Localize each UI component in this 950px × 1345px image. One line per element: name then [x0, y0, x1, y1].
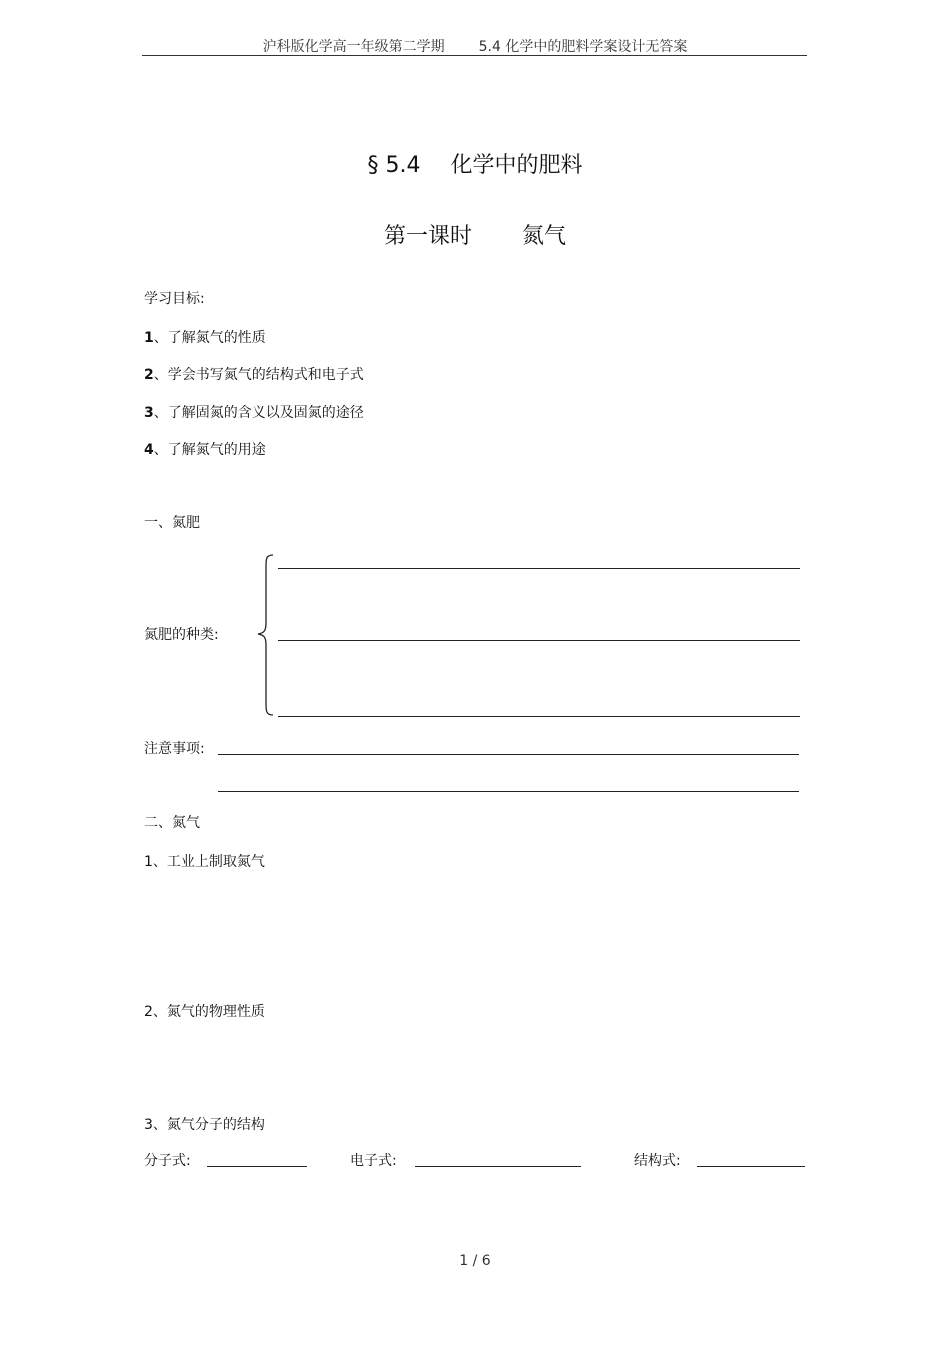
electron-formula-label: 电子式: [350, 1153, 397, 1169]
part1-heading: 一、氮肥 [144, 515, 200, 531]
objective-item [144, 402, 364, 422]
page-number: 1 / 6 [459, 1253, 491, 1269]
objective-text: 、了解固氮的含义以及固氮的途径 [153, 405, 364, 421]
header-doc-title: 5.4 化学中的肥料学案设计无答案 [478, 39, 688, 55]
objective-number: 1 [144, 330, 154, 346]
lesson-name: 氮气 [522, 224, 567, 249]
structural-formula-blank[interactable] [697, 1166, 805, 1167]
objective-item [144, 439, 266, 459]
molecular-formula-label: 分子式: [144, 1153, 191, 1169]
objective-text: 、学会书写氮气的结构式和电子式 [153, 367, 364, 383]
fertilizer-type-blank-3[interactable] [278, 716, 800, 717]
section-title [0, 148, 950, 179]
question-physical-properties: 2、氮气的物理性质 [144, 1004, 265, 1020]
objective-number: 2 [144, 367, 154, 383]
left-brace-icon [256, 553, 276, 718]
objective-number: 3 [144, 405, 154, 421]
fertilizer-type-blank-1[interactable] [278, 568, 800, 569]
notes-blank-1[interactable] [218, 754, 799, 755]
header-course: 沪科版化学高一年级第二学期 [262, 39, 445, 55]
objective-item [144, 364, 364, 384]
objective-number: 4 [144, 442, 154, 458]
section-name: 化学中的肥料 [450, 153, 583, 178]
fertilizer-types-label: 氮肥的种类: [144, 627, 219, 643]
section-number: § 5.4 [367, 153, 421, 178]
question-industrial-production: 1、工业上制取氮气 [144, 854, 265, 870]
structural-formula-label: 结构式: [634, 1153, 681, 1169]
notes-label: 注意事项: [144, 741, 205, 757]
lesson-number: 第一课时 [383, 224, 472, 249]
page-header [0, 36, 950, 56]
objectives-heading: 学习目标: [144, 291, 205, 307]
fertilizer-type-blank-2[interactable] [278, 640, 800, 641]
electron-formula-blank[interactable] [415, 1166, 581, 1167]
objective-item [144, 327, 266, 347]
notes-blank-2[interactable] [218, 791, 799, 792]
lesson-title [0, 219, 950, 250]
part2-heading: 二、氮气 [144, 815, 200, 831]
molecular-formula-blank[interactable] [207, 1166, 307, 1167]
objective-text: 、了解氮气的性质 [153, 330, 266, 346]
header-rule [142, 55, 807, 56]
question-molecular-structure: 3、氮气分子的结构 [144, 1117, 265, 1133]
objective-text: 、了解氮气的用途 [153, 442, 266, 458]
